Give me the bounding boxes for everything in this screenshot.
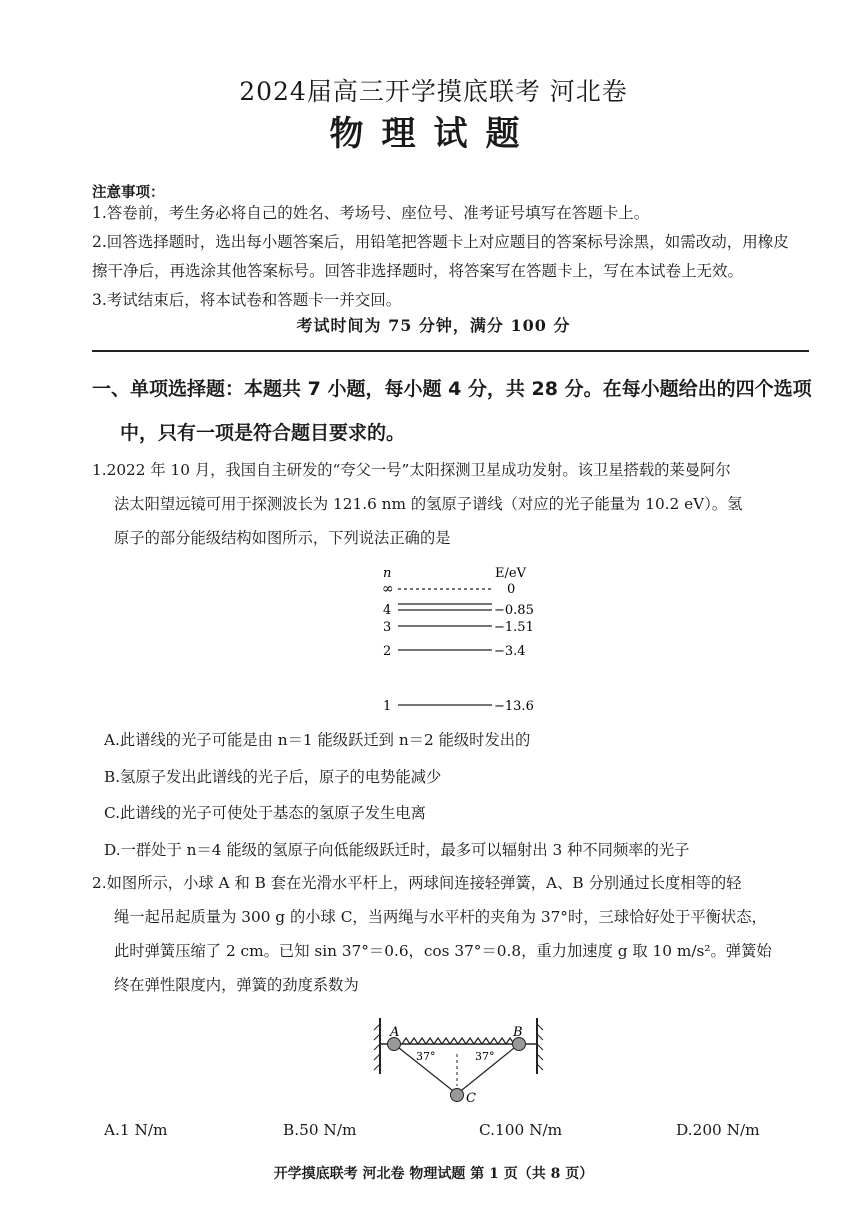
q2-line-2: 绳一起吊起质量为 300 g 的小球 C，当两绳与水平杆的夹角为 37°时，三球恰好处于平衡状态， — [114, 908, 767, 926]
note-item-1: 1.答卷前，考生务必将自己的姓名、考场号、座位号、准考证号填写在答题卡上。 — [92, 204, 650, 222]
question-2-stem — [92, 866, 772, 1002]
notes-heading: 注意事项： — [92, 184, 165, 201]
spring-ball-figure — [372, 1014, 547, 1109]
level-energy-label: −1.51 — [494, 620, 534, 635]
level-n-label: ∞ — [382, 581, 394, 597]
q1-line-1: 1.2022 年 10 月，我国自主研发的“夸父一号”太阳探测卫星成功发射。该卫星搭载的莱曼阿尔 — [92, 461, 731, 479]
question-1-stem — [92, 453, 742, 555]
label-c: C — [466, 1091, 476, 1106]
q2-line-1: 2.如图所示，小球 A 和 B 套在光滑水平杆上，两球间连接轻弹簧，A、B 分别通过长度相等的轻 — [92, 874, 742, 892]
q1-line-3: 原子的部分能级结构如图所示，下列说法正确的是 — [114, 529, 451, 547]
page-footer: 开学摸底联考 河北卷 物理试题 第 1 页（共 8 页） — [273, 1166, 594, 1182]
q1-option-d: D.一群处于 n＝4 能级的氢原子向低能级跃迁时，最多可以辐射出 3 种不同频率的光子 — [104, 841, 690, 859]
q1-option-a: A.此谱线的光子可能是由 n＝1 能级跃迁到 n＝2 能级时发出的 — [104, 731, 531, 749]
level-energy-label: −13.6 — [494, 699, 534, 714]
divider — [92, 350, 809, 352]
label-b: B — [513, 1025, 523, 1040]
ball-c — [451, 1089, 464, 1102]
level-n-label: 3 — [383, 620, 392, 635]
q1-line-2: 法太阳望远镜可用于探测波长为 121.6 nm 的氢原子谱线（对应的光子能量为 10.2 eV）。氢 — [114, 495, 743, 513]
level-energy-label: −0.85 — [494, 603, 534, 618]
section-heading-cont: 中，只有一项是符合题目要求的。 — [120, 422, 406, 444]
notes-list — [92, 199, 789, 315]
q2-option-a: A.1 N/m — [104, 1121, 168, 1139]
exam-time-note: 考试时间为 75 分钟，满分 100 分 — [296, 316, 571, 335]
n-axis-label: n — [383, 566, 392, 581]
q2-option-d: D.200 N/m — [676, 1121, 760, 1139]
level-energy-label: 0 — [507, 582, 516, 597]
label-a: A — [390, 1025, 400, 1040]
angle-label-left: 37° — [416, 1050, 436, 1063]
exam-title: 2024届高三开学摸底联考 河北卷 — [239, 77, 628, 106]
q2-line-4: 终在弹性限度内，弹簧的劲度系数为 — [114, 976, 359, 994]
q1-option-b: B.氢原子发出此谱线的光子后，原子的电势能减少 — [104, 768, 442, 786]
energy-axis-label: E/eV — [495, 566, 526, 581]
q2-line-3: 此时弹簧压缩了 2 cm。已知 sin 37°＝0.6，cos 37°＝0.8，重力加速度 g 取 10 m/s²。弹簧始 — [114, 942, 772, 960]
level-n-label: 4 — [383, 603, 392, 618]
energy-level-diagram — [370, 562, 550, 722]
q1-option-c: C.此谱线的光子可使处于基态的氢原子发生电离 — [104, 804, 426, 822]
angle-label-right: 37° — [475, 1050, 495, 1063]
note-item-3: 3.考试结束后，将本试卷和答题卡一并交回。 — [92, 291, 402, 309]
level-energy-label: −3.4 — [494, 644, 526, 659]
section-heading: 一、单项选择题：本题共 7 小题，每小题 4 分，共 28 分。在每小题给出的四个选项 — [92, 378, 812, 400]
q2-option-b: B.50 N/m — [283, 1121, 357, 1139]
note-item-2-cont: 擦干净后，再选涂其他答案标号。回答非选择题时，将答案写在答题卡上，写在本试卷上无效。 — [92, 262, 744, 280]
note-item-2: 2.回答选择题时，选出每小题答案后，用铅笔把答题卡上对应题目的答案标号涂黑，如需改动，用橡皮 — [92, 233, 789, 251]
subject-title: 物理试题 — [329, 114, 538, 154]
level-n-label: 1 — [383, 699, 392, 714]
level-n-label: 2 — [383, 644, 392, 659]
q2-option-c: C.100 N/m — [479, 1121, 563, 1139]
spring — [402, 1038, 517, 1044]
